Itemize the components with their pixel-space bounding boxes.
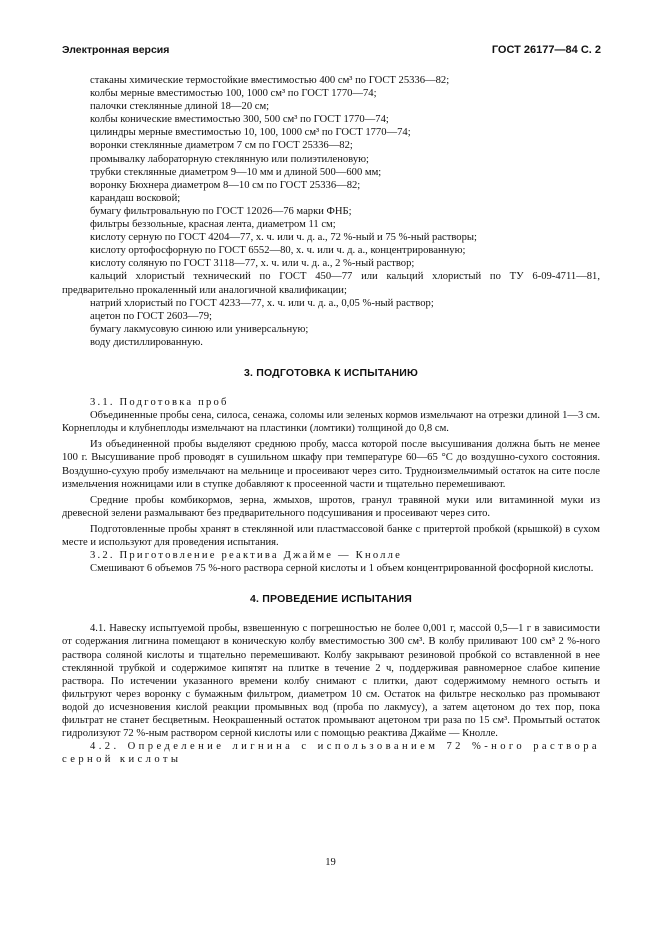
list-item: кислоту соляную по ГОСТ 3118—77, х. ч. или ч. д. а., 2 %-ный раствор; [90, 258, 415, 270]
paragraph: Подготовленные пробы хранят в стеклянной или пластмассовой банке с притертой пробкой (крышкой) в сухом месте и используют для проведения испытания. [62, 523, 600, 548]
paragraph: Объединенные пробы сена, силоса, сенажа, соломы или зеленых кормов измельчают на отрезки длиной 1—3 см. Корнеплоды и клубнеплоды измельчают на пластинки (ломтики) толщиной до 0,8 см. [62, 410, 600, 435]
list-item: кальций хлористый технический по ГОСТ 450—77 или кальций хлористый по ТУ 6-09-4711—81, предварительно прокаленный или аналогичной квалификации; [62, 271, 600, 296]
section-4-title: 4. ПРОВЕДЕНИЕ ИСПЫТАНИЯ [250, 593, 412, 606]
list-item: карандаш восковой; [90, 192, 181, 204]
paragraph: Смешивают 6 объемов 75 %-ного раствора серной кислоты и 1 объем концентрированной фосфорной кислоты. [90, 563, 594, 575]
subsection-4-2-title: 4.2. Определение лигнина с использованием 72 %-ного раствора серной кислоты [62, 741, 600, 766]
list-item: промывалку лабораторную стеклянную или полиэтиленовую; [90, 153, 369, 165]
list-item: фильтры беззольные, красная лента, диаметром 11 см; [90, 219, 336, 231]
list-item: трубки стеклянные диаметром 9—10 мм и длиной 500—600 мм; [90, 166, 382, 178]
header-left: Электронная версия [62, 44, 170, 56]
document-body [62, 74, 600, 766]
list-item: воду дистиллированную. [90, 336, 203, 348]
page-number: 19 [325, 857, 336, 868]
paragraph: 4.1. Навеску испытуемой пробы, взвешенную с погрешностью не более 0,001 г, массой 0,5—1 г в зависимости от содержания лигнина помещают в коническую колбу вместимостью 300 см³. В колбу приливают 100 см³ 2 %-ного раствора соляной кислоты и тщательно перемешивают. Колбу закрывают резиновой пробкой со вставленной в нее стеклянной трубкой и содержимое кипятят на плитке в течение 2 ч, поддерживая равномерное слабое кипение раствора. По истечении указанного времени колбу снимают с плитки, дают содержимому немного остыть и фильтруют через воронку с бумажным фильтром, диаметром 10 см. Остаток на фильтре несколько раз промывают водой до исчезновения кислой реакции промывных вод (проба по лакмусу), а затем ацетоном до тех пор, пока фильтрат не станет бесцветным. Неокрашенный остаток промывают ацетоном три раза по 15 см³. Промытый остаток гидролизуют 72 %-ным раствором серной кислоты или с помощью реактива Джайме — Кнолле. [62, 623, 600, 740]
list-item: ацетон по ГОСТ 2603—79; [90, 310, 212, 322]
list-item: натрий хлористый по ГОСТ 4233—77, х. ч. или ч. д. а., 0,05 %-ный раствор; [90, 297, 434, 309]
list-item: колбы мерные вместимостью 100, 1000 см³ по ГОСТ 1770—74; [90, 88, 377, 100]
list-item: воронку Бюхнера диаметром 8—10 см по ГОСТ 25336—82; [90, 179, 361, 191]
equipment-list [62, 74, 600, 349]
list-item: колбы конические вместимостью 300, 500 см³ по ГОСТ 1770—74; [90, 114, 389, 126]
list-item: воронки стеклянные диаметром 7 см по ГОСТ 25336—82; [90, 140, 353, 152]
list-item: кислоту ортофосфорную по ГОСТ 6552—80, х. ч. или ч. д. а., концентрированную; [90, 245, 466, 257]
list-item: палочки стеклянные длиной 18—20 см; [90, 101, 270, 113]
paragraph: Из объединенной пробы выделяют среднюю пробу, масса которой после высушивания должна быть не менее 100 г. Высушивание проб проводят в сушильном шкафу при температуре 60—65 °С до воздушно-сухого состояния. Воздушно-сухую пробу измельчают на мельнице и просеивают через сито. Трудноизмельчимый остаток на сите после измельчения ножницами или в ступке добавляют к просеенной части и тщательно перемешивают. [62, 439, 600, 490]
section-3-title: 3. ПОДГОТОВКА К ИСПЫТАНИЮ [243, 366, 419, 379]
list-item: цилиндры мерные вместимостью 10, 100, 1000 см³ по ГОСТ 1770—74; [90, 127, 411, 139]
subsection-3-1-title: 3.1. Подготовка проб [90, 397, 229, 409]
page-header [62, 44, 601, 60]
list-item: бумагу лакмусовую синюю или универсальную; [90, 323, 309, 335]
header-right: ГОСТ 26177—84 С. 2 [491, 44, 601, 56]
list-item: стаканы химические термостойкие вместимостью 400 см³ по ГОСТ 25336—82; [90, 75, 450, 86]
subsection-3-2-title: 3.2. Приготовление реактива Джайме — Кнолле [90, 550, 403, 562]
list-item: кислоту серную по ГОСТ 4204—77, х. ч. или ч. д. а., 72 %-ный и 75 %-ный растворы; [90, 232, 477, 244]
list-item: бумагу фильтровальную по ГОСТ 12026—76 марки ФНБ; [90, 205, 352, 217]
paragraph: Средние пробы комбикормов, зерна, жмыхов, шротов, гранул травяной муки или витаминной муки из древесной зелени размалывают без предварительного подсушивания и просеивают через сито. [62, 494, 600, 519]
